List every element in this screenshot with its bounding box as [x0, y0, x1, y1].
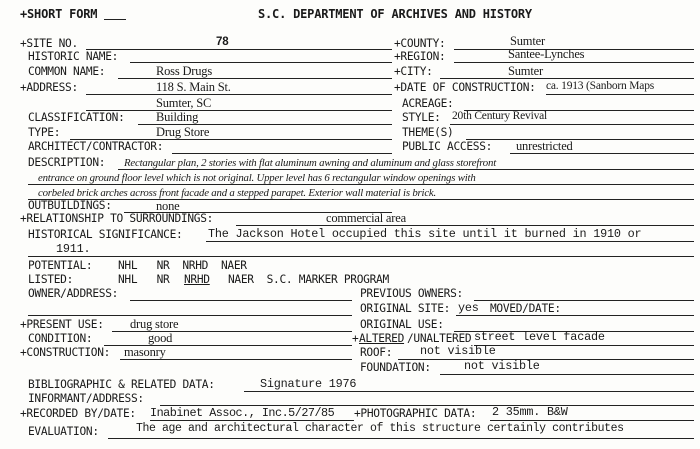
potential-options: NHL NR NRHD NAER	[118, 259, 247, 272]
significance-line-1	[206, 241, 694, 242]
roof-line	[398, 359, 694, 360]
original-site-value: yes	[458, 301, 479, 315]
evaluation-value: The age and architectural character of this structure certainly contributes	[136, 422, 624, 435]
foundation-value: not visible	[464, 359, 540, 373]
significance-line-2	[28, 256, 694, 257]
roof-label: ROOF:	[360, 346, 393, 359]
relationship-label: +RELATIONSHIP TO SURROUNDINGS:	[20, 212, 214, 225]
description-line-3	[28, 199, 694, 200]
construction-line	[120, 359, 352, 360]
condition-label: CONDITION:	[28, 332, 93, 345]
altered-value: street level facade	[474, 330, 605, 344]
date-label: +DATE OF CONSTRUCTION:	[394, 81, 536, 94]
classification-label: CLASSIFICATION:	[28, 111, 125, 124]
altered-label: ALTERED	[359, 332, 405, 345]
public-access-line	[510, 153, 694, 154]
listed-nrhd: NRHD	[184, 273, 210, 286]
description-text-2: entrance on ground floor level which is not original. Upper level has 6 rectangular window openings with	[38, 172, 476, 184]
original-site-label: ORIGINAL SITE:	[360, 302, 451, 315]
relationship-value: commercial area	[326, 211, 406, 225]
construction-value: masonry	[124, 345, 166, 359]
relationship-line	[236, 225, 694, 226]
region-value: Santee-Lynches	[508, 47, 585, 61]
condition-value: good	[148, 331, 173, 345]
historic-name-line	[130, 62, 392, 63]
owner-line-2	[28, 315, 352, 316]
foundation-label: FOUNDATION:	[360, 361, 431, 374]
acreage-label: ACREAGE:	[402, 97, 454, 110]
date-line	[546, 94, 694, 95]
site-no-label: +SITE NO.	[20, 37, 78, 50]
significance-text-1: The Jackson Hotel occupied this site until it burned in 1910 or	[208, 227, 642, 241]
address-line-1	[86, 94, 392, 95]
classification-value: Building	[156, 110, 199, 124]
description-text-3: corbeled brick arches across front facade and a stepped parapet. Exterior wall material is brick.	[38, 187, 437, 199]
architect-line	[172, 153, 392, 154]
address-value-1: 118 S. Main St.	[156, 80, 231, 94]
theme-line	[466, 139, 694, 140]
site-no-line	[86, 49, 392, 50]
evaluation-line	[108, 438, 694, 439]
theme-label: THEME(S)	[402, 126, 454, 139]
county-label: +COUNTY:	[394, 37, 446, 50]
outbuildings-value: none	[156, 199, 180, 213]
city-value: Sumter	[508, 64, 543, 78]
historic-name-label: HISTORIC NAME:	[28, 50, 119, 63]
site-no-value: 78	[216, 36, 229, 48]
county-value: Sumter	[510, 34, 545, 48]
public-access-label: PUBLIC ACCESS:	[402, 140, 493, 153]
address-label: +ADDRESS:	[20, 81, 78, 94]
moved-label: MOVED/DATE:	[490, 302, 561, 315]
short-form-label: +SHORT FORM	[20, 7, 98, 21]
original-use-label: ORIGINAL USE:	[360, 318, 444, 331]
photographic-line	[490, 420, 694, 421]
recorded-line	[150, 420, 354, 421]
unaltered-label: /UNALTERED	[407, 332, 472, 345]
photographic-label: +PHOTOGRAPHIC DATA:	[354, 407, 477, 420]
recorded-value: Inabinet Assoc., Inc.5/27/85	[150, 406, 335, 420]
bibliographic-line	[244, 391, 694, 392]
recorded-label: +RECORDED BY/DATE:	[20, 407, 136, 420]
listed-rest: NAER S.C. MARKER PROGRAM	[228, 273, 389, 286]
foundation-line	[440, 374, 694, 375]
short-form-line	[104, 19, 126, 20]
altered-line	[474, 345, 694, 346]
style-value: 20th Century Revival	[452, 110, 548, 122]
architect-label: ARCHITECT/CONTRACTOR:	[28, 140, 164, 153]
potential-label: POTENTIAL:	[28, 259, 93, 272]
description-text-1: Rectangular plan, 2 stories with flat aluminum awning and aluminum and glass storefront	[124, 157, 496, 169]
common-name-label: COMMON NAME:	[28, 65, 106, 78]
previous-owners-line	[474, 300, 694, 301]
date-value: ca. 1913 (Sanborn Maps	[546, 80, 655, 92]
previous-owners-label: PREVIOUS OWNERS:	[360, 287, 463, 300]
bibliographic-label: BIBLIOGRAPHIC & RELATED DATA:	[28, 378, 215, 391]
listed-label: LISTED:	[28, 273, 74, 286]
public-access-value: unrestricted	[516, 139, 573, 153]
owner-label: OWNER/ADDRESS:	[28, 287, 119, 300]
address-value-2: Sumter, SC	[156, 96, 212, 110]
description-line-1	[118, 169, 694, 170]
city-line	[440, 78, 694, 79]
form-title: S.C. DEPARTMENT OF ARCHIVES AND HISTORY	[258, 7, 532, 21]
region-line	[454, 62, 694, 63]
city-label: +CITY:	[394, 65, 433, 78]
style-line	[450, 124, 694, 125]
bibliographic-value: Signature 1976	[260, 377, 357, 391]
type-label: TYPE:	[28, 126, 61, 139]
construction-label: +CONSTRUCTION:	[20, 346, 111, 359]
listed-nhl-nr: NHL NR	[118, 273, 170, 286]
significance-label: HISTORICAL SIGNIFICANCE:	[28, 228, 183, 241]
informant-label: INFORMANT/ADDRESS:	[28, 392, 144, 405]
present-use-label: +PRESENT USE:	[20, 318, 104, 331]
common-name-value: Ross Drugs	[156, 64, 212, 78]
roof-value: not visible	[420, 344, 496, 358]
owner-line-1	[130, 300, 352, 301]
evaluation-label: EVALUATION:	[28, 425, 99, 438]
address-line-2	[86, 110, 392, 111]
present-use-value: drug store	[130, 317, 179, 331]
significance-text-2: 1911.	[56, 242, 91, 256]
description-label: DESCRIPTION:	[28, 156, 106, 169]
photographic-value: 2 35mm. B&W	[492, 405, 568, 419]
common-name-line	[118, 78, 392, 79]
outbuildings-label: OUTBUILDINGS:	[28, 199, 112, 212]
original-site-line	[456, 315, 694, 316]
description-line-2	[28, 184, 694, 185]
region-label: +REGION:	[394, 50, 446, 63]
style-label: STYLE:	[402, 111, 441, 124]
altered-prefix: +	[352, 332, 359, 345]
type-value: Drug Store	[156, 125, 210, 139]
